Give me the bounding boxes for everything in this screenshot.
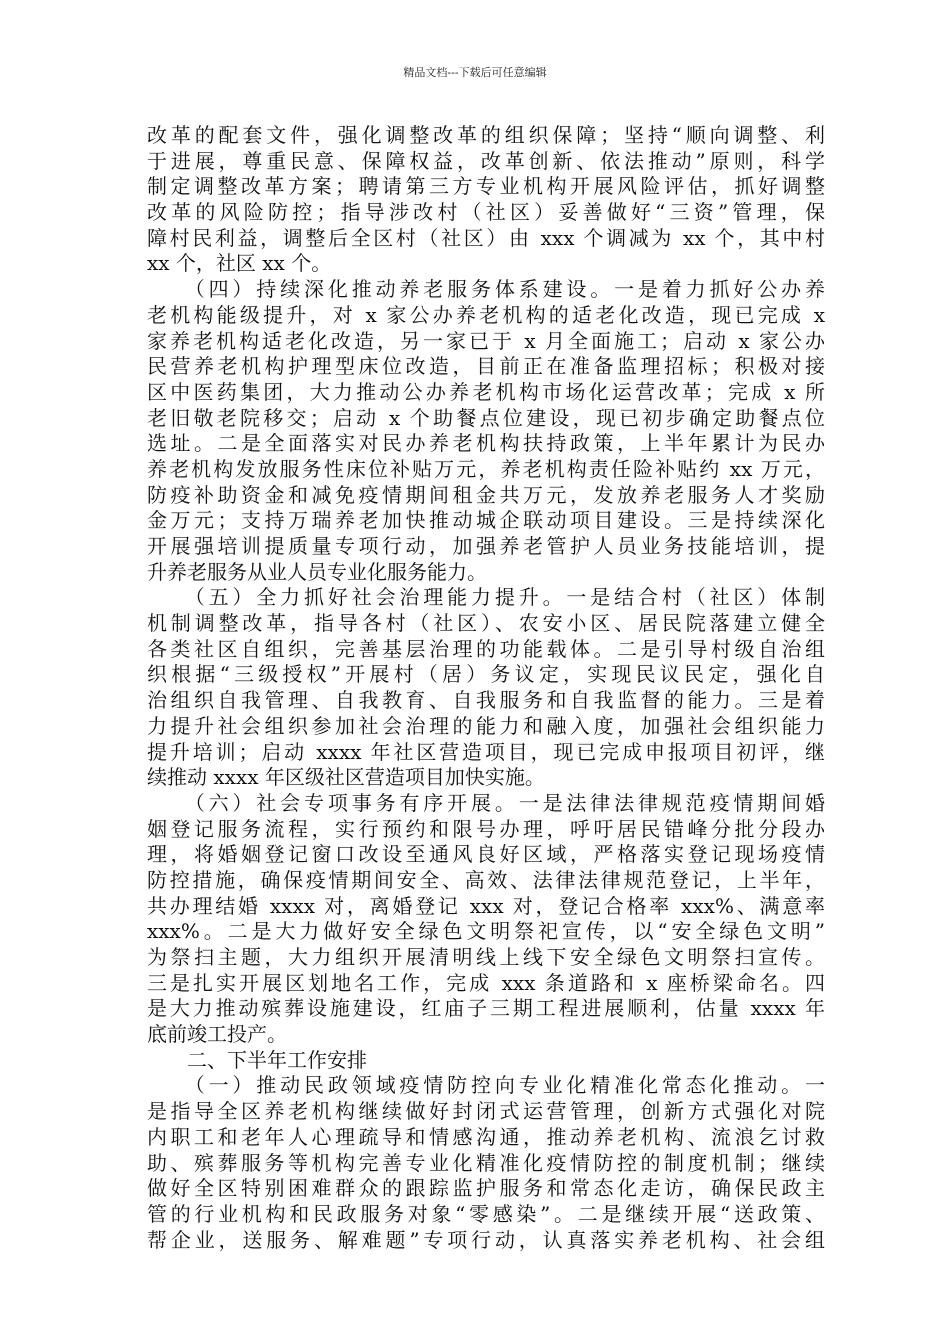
- text-line: 选址。二是全面落实对民办养老机构扶持政策，上半年累计为民办: [147, 431, 825, 456]
- text-line: 底前竣工投产。: [147, 1022, 287, 1047]
- text-line: 改革的配套文件，强化调整改革的组织保障；坚持“顺向调整、利: [147, 123, 825, 147]
- text-line: 区中医药集团，大力推动公办养老机构市场化运营改革；完成 x 所: [147, 379, 825, 404]
- text-line: （六）社会专项事务有序开展。一是法律法律规范疫情期间婚: [147, 790, 825, 815]
- text-line: 金万元；支持万瑞养老加快推动城企联动项目建设。三是持续深化: [147, 508, 825, 533]
- document-body: [147, 123, 825, 1253]
- text-line: 内职工和老年人心理疏导和情感沟通，推动养老机构、流浪乞讨救: [147, 1124, 825, 1149]
- text-line: （一）推动民政领域疫情防控向专业化精准化常态化推动。一: [147, 1073, 825, 1098]
- text-line: 民营养老机构护理型床位改造，目前正在准备监理招标；积极对接: [147, 354, 825, 379]
- text-line: （五）全力抓好社会治理能力提升。一是结合村（社区）体制: [147, 585, 825, 610]
- header-note: 精品文档---下载后可任意编辑: [403, 66, 547, 79]
- text-line: 老机构能级提升，对 x 家公办养老机构的适老化改造，现已完成 x: [147, 302, 825, 327]
- text-line: 养老机构发放服务性床位补贴万元，养老机构责任险补贴约 xx 万元，: [147, 456, 825, 481]
- text-line: （四）持续深化推动养老服务体系建设。一是着力抓好公办养: [147, 277, 825, 302]
- text-line: 开展强培训提质量专项行动，加强养老管护人员业务技能培训，提: [147, 534, 825, 558]
- text-line: 力提升社会组织参加社会治理的能力和融入度，加强社会组织能力: [147, 713, 825, 738]
- text-line: 提升培训；启动 xxxx 年社区营造项目，现已完成申报项目初评，继: [147, 739, 825, 764]
- text-line: 理，将婚姻登记窗口改设至通风良好区域，严格落实登记现场疫情: [147, 842, 825, 867]
- text-line: xxx%。二是大力做好安全绿色文明祭祀宣传，以“安全绿色文明”: [147, 919, 825, 944]
- text-line: 为祭扫主题，大力组织开展清明线上线下安全绿色文明祭扫宣传。: [147, 945, 825, 969]
- text-line: 改革的风险防控；指导涉改村（社区）妥善做好“三资”管理，保: [147, 200, 825, 225]
- text-line: 三是扎实开展区划地名工作，完成 xxx 条道路和 x 座桥梁命名。四: [147, 970, 825, 995]
- text-line: 管的行业机构和民政服务对象“零感染”。二是继续开展“送政策、: [147, 1201, 825, 1226]
- text-line: 是指导全区养老机构继续做好封闭式运营管理，创新方式强化对院: [147, 1099, 825, 1124]
- text-line: 障村民利益，调整后全区村（社区）由 xxx 个调减为 xx 个，其中村: [147, 225, 825, 250]
- text-line: 防疫补助资金和减免疫情期间租金共万元，发放养老服务人才奖励: [147, 482, 825, 507]
- text-line: 家养老机构适老化改造，另一家已于 x 月全面施工；启动 x 家公办: [147, 328, 825, 353]
- text-line: 是大力推动殡葬设施建设，红庙子三期工程进展顺利，估量 xxxx 年: [147, 996, 825, 1021]
- text-line: 老旧敬老院移交；启动 x 个助餐点位建设，现已初步确定助餐点位: [147, 405, 825, 430]
- text-line: 续推动 xxxx 年区级社区营造项目加快实施。: [147, 765, 545, 790]
- text-line: 织根据“三级授权”开展村（居）务议定，实现民议民定，强化自: [147, 662, 825, 687]
- text-line: 制定调整改革方案；聘请第三方专业机构开展风险评估，抓好调整: [147, 174, 825, 199]
- text-line: xx 个，社区 xx 个。: [147, 251, 332, 276]
- text-line: 共办理结婚 xxxx 对，离婚登记 xxx 对，登记合格率 xxx%、满意率: [147, 893, 825, 918]
- text-line: 于进展，尊重民意、保障权益，改革创新、依法推动”原则，科学: [147, 148, 825, 173]
- text-line: 防控措施，确保疫情期间安全、高效、法律法律规范登记，上半年，: [147, 867, 825, 892]
- text-line: 姻登记服务流程，实行预约和限号办理，呼吁居民错峰分批分段办: [147, 816, 825, 841]
- text-line: 二、下半年工作安排: [147, 1047, 367, 1072]
- text-line: 帮企业，送服务、解难题”专项行动，认真落实养老机构、社会组: [147, 1227, 825, 1252]
- text-line: 升养老服务从业人员专业化服务能力。: [147, 559, 487, 584]
- text-line: 各类社区自组织，完善基层治理的功能载体。二是引导村级自治组: [147, 636, 825, 661]
- text-line: 助、殡葬服务等机构完善专业化精准化疫情防控的制度机制；继续: [147, 1150, 825, 1175]
- text-line: 治组织自我管理、自我教育、自我服务和自我监督的能力。三是着: [147, 688, 825, 713]
- text-line: 做好全区特别困难群众的跟踪监护服务和常态化走访，确保民政主: [147, 1176, 825, 1201]
- text-line: 机制调整改革，指导各村（社区）、农安小区、居民院落建立健全: [147, 611, 825, 636]
